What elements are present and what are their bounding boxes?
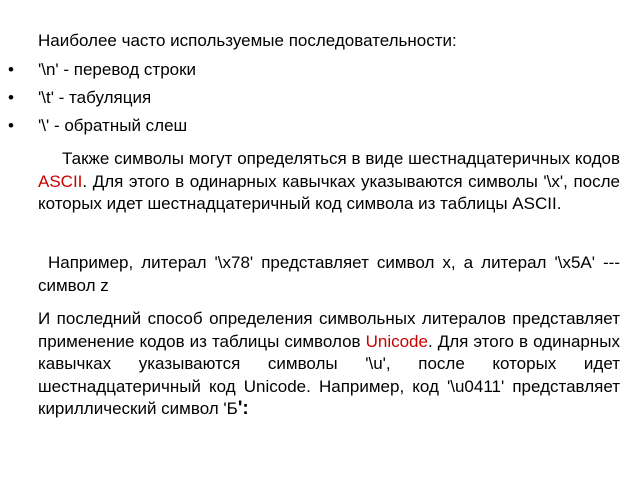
paragraph-unicode	[38, 308, 620, 421]
bullet-icon: •	[8, 88, 14, 107]
paragraph-text: . Для этого в одинарных кавычках указываются символы '\u', после которых идет шестнадцатеричный код Unicode. Например, код '\u0411' представляет кириллический символ 'Б	[38, 331, 620, 418]
intro-text: Наиболее часто используемые последовательности:	[38, 31, 457, 50]
paragraph-text: Также символы могут определяться в виде шестнадцатеричных кодов	[62, 149, 620, 168]
list-item	[0, 87, 640, 115]
list-item-text: '\n' - перевод строки	[38, 60, 197, 79]
list-item-text: '\t' - табуляция	[38, 88, 152, 107]
unicode-highlight: Unicode	[365, 331, 428, 351]
ascii-highlight: ASCII	[38, 171, 83, 191]
paragraph-text: . Для этого в одинарных кавычках указываются символы '\x', после которых идет шестнадцатеричный код символа из таблицы ASCII.	[38, 171, 620, 213]
escape-sequence-list	[0, 59, 640, 143]
list-item-text: '\' - обратный слеш	[38, 116, 188, 135]
list-item	[0, 115, 640, 143]
paragraph-ending: ':	[237, 398, 249, 419]
paragraph-example: Например, литерал '\x78' представляет символ x, а литерал '\x5A' ---символ z	[38, 253, 620, 295]
list-item	[0, 59, 640, 87]
bullet-icon: •	[8, 60, 14, 79]
bullet-icon: •	[8, 116, 14, 135]
paragraph-text: И последний способ определения символьных литералов представляет применение кодов из таблицы символов	[38, 309, 620, 351]
paragraph-hex-codes	[38, 148, 620, 216]
